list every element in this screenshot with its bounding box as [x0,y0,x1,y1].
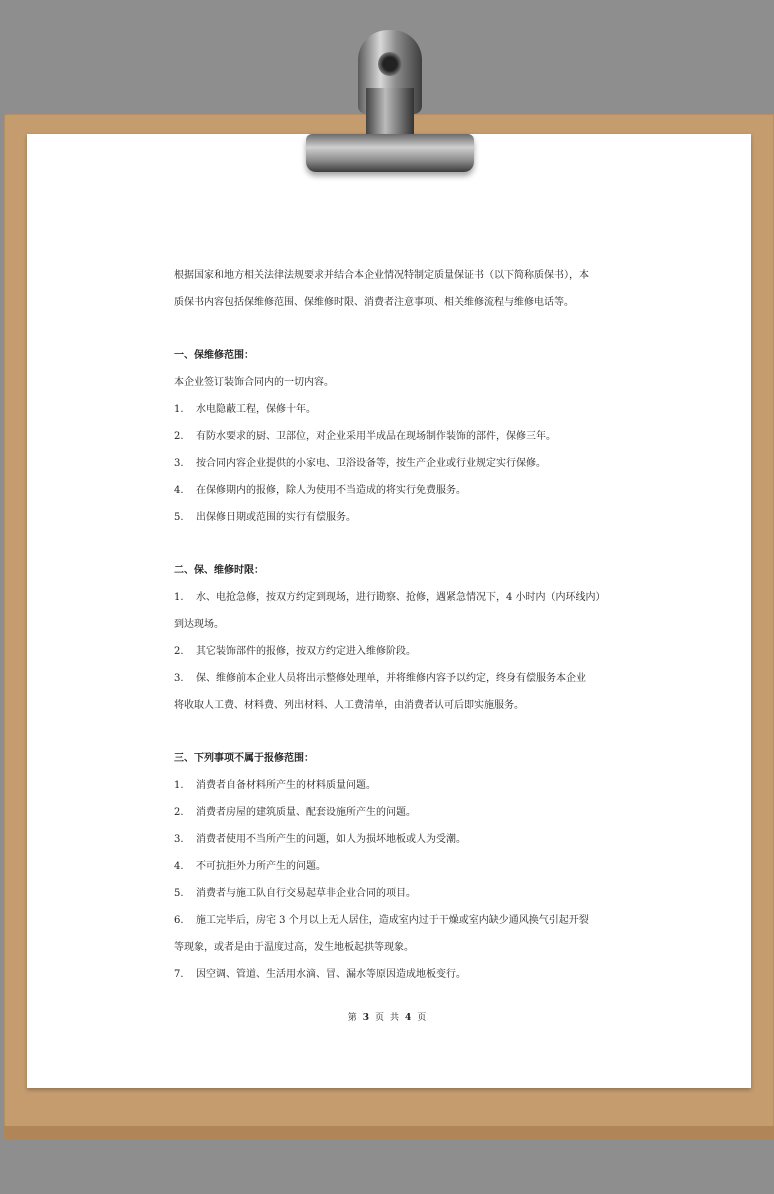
section [174,745,614,988]
document-body [174,262,614,988]
list-item-number: 5. [174,888,184,899]
page-footer [0,1010,774,1023]
list-item-number: 7. [174,969,184,980]
list-item-number: 3. [174,834,184,845]
list-item-number: 1. [174,592,184,603]
list-item-text: 出保修日期或范围的实行有偿服务。 [196,512,356,523]
list-item [174,826,614,853]
section-title: 一、保维修范围： [174,350,254,361]
footer-prefix: 第 [347,1013,357,1023]
list-item [174,907,614,934]
list-item [174,961,614,988]
list-item-continuation: 将收取人工费、材料费、列出材料、人工费清单，由消费者认可后即实施服务。 [174,700,524,711]
footer-suffix: 页 [417,1013,427,1023]
footer-page-word: 页 [374,1013,384,1023]
list-item [174,504,614,531]
list-item-number: 2. [174,646,184,657]
list-item-text: 水电隐蔽工程，保修十年。 [196,404,316,415]
current-page-number: 3 [362,1013,369,1023]
list-item-number: 6. [174,915,184,926]
section-title: 三、下列事项不属于报修范围： [174,753,314,764]
list-item-number: 2. [174,431,184,442]
list-item-number: 1. [174,780,184,791]
section-lead: 本企业签订装饰合同内的一切内容。 [174,377,334,388]
list-item-number: 3. [174,458,184,469]
intro-line: 质保书内容包括保维修范围、保维修时限、消费者注意事项、相关维修流程与维修电话等。 [174,297,574,308]
section [174,342,614,531]
list-item [174,799,614,826]
list-item-number: 4. [174,485,184,496]
list-item [174,665,614,692]
binder-clip-icon [306,134,474,172]
list-item-text: 消费者自备材料所产生的材料质量问题。 [196,780,376,791]
list-item [174,638,614,665]
list-item-continuation: 到达现场。 [174,619,224,630]
list-item-number: 3. [174,673,184,684]
list-item [174,880,614,907]
list-item-number: 5. [174,512,184,523]
list-item-text: 保、维修前本企业人员将出示整修处理单，并将维修内容予以约定，终身有偿服务本企业 [196,673,586,684]
intro-paragraph [174,262,614,316]
list-item [174,450,614,477]
list-item-number: 4. [174,861,184,872]
clipboard-edge [4,1126,774,1140]
footer-total-word: 共 [390,1013,400,1023]
list-item [174,396,614,423]
list-item [174,772,614,799]
sections [174,342,614,988]
list-item-continuation: 等现象，或者是由于温度过高，发生地板起拱等现象。 [174,942,414,953]
intro-line: 根据国家和地方相关法律法规要求并结合本企业情况特制定质量保证书（以下简称质保书），本 [174,270,589,281]
clip-hole [378,52,402,76]
list-item [174,423,614,450]
list-item [174,584,614,611]
list-item-text: 有防水要求的厨、卫部位，对企业采用半成品在现场制作装饰的部件，保修三年。 [196,431,556,442]
list-item-text: 按合同内容企业提供的小家电、卫浴设备等，按生产企业或行业规定实行保修。 [196,458,546,469]
list-item-text: 消费者房屋的建筑质量、配套设施所产生的问题。 [196,807,416,818]
list-item [174,853,614,880]
list-item-text: 消费者与施工队自行交易起草非企业合同的项目。 [196,888,416,899]
list-item-text: 水、电抢急修，按双方约定到现场，进行勘察、抢修，遇紧急情况下，4 小时内（内环线内） [196,592,606,603]
section-title: 二、保、维修时限： [174,565,264,576]
list-item-text: 其它装饰部件的报修，按双方约定进入维修阶段。 [196,646,416,657]
list-item-text: 不可抗拒外力所产生的问题。 [196,861,326,872]
section [174,557,614,719]
total-page-number: 4 [405,1013,412,1023]
list-item-number: 2. [174,807,184,818]
list-item-text: 在保修期内的报修，除人为使用不当造成的将实行免费服务。 [196,485,466,496]
list-item [174,477,614,504]
clip-neck [366,88,414,134]
list-item-text: 消费者使用不当所产生的问题，如人为损坏地板或人为受潮。 [196,834,466,845]
list-item-number: 1. [174,404,184,415]
list-item-text: 施工完毕后，房宅 3 个月以上无人居住，造成室内过于干燥或室内缺少通风换气引起开裂 [196,915,589,926]
list-item-text: 因空调、管道、生活用水滴、冒、漏水等原因造成地板变行。 [196,969,466,980]
